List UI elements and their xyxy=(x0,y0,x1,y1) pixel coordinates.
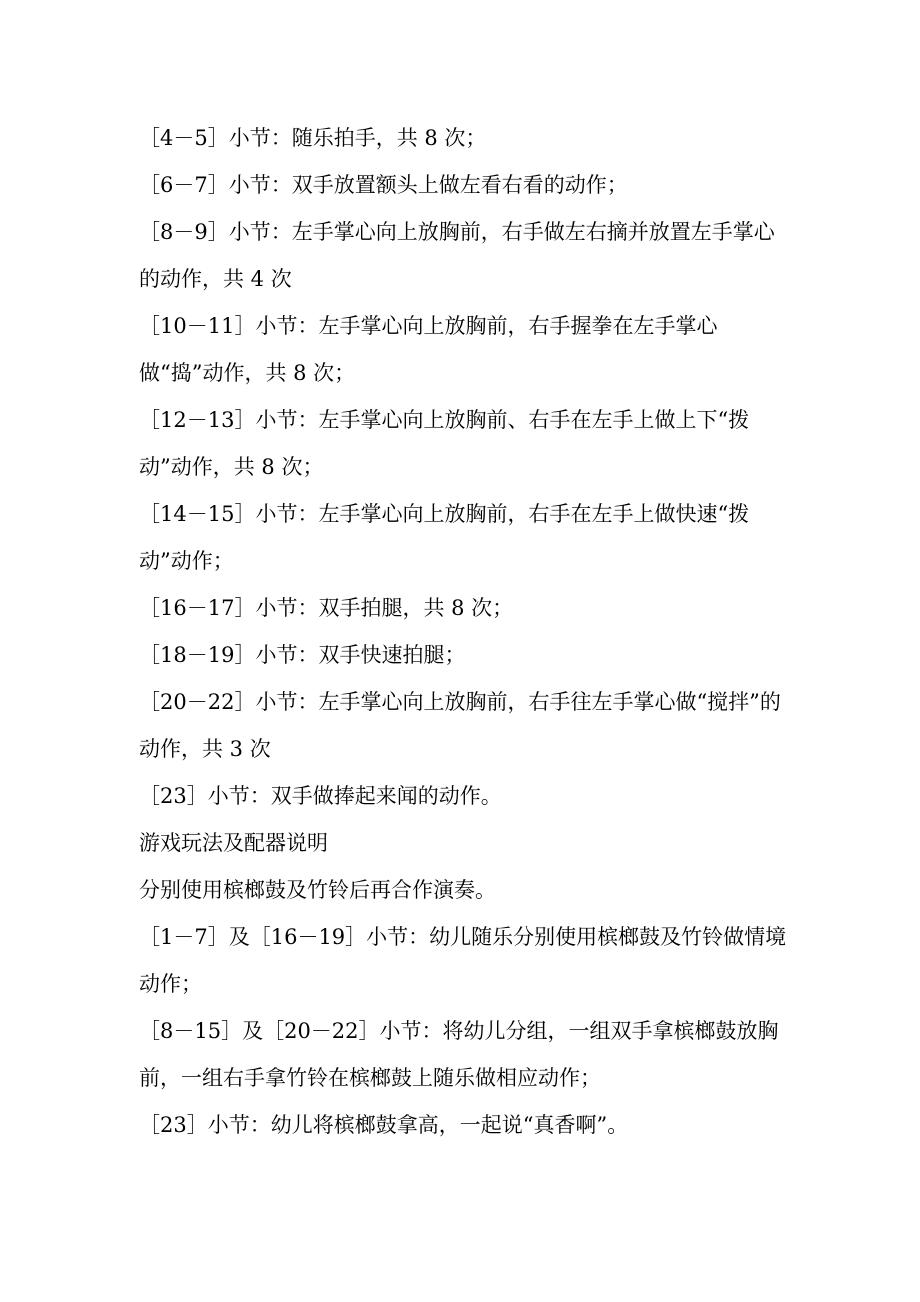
paragraph-play-1-7-16-19: ［1－7］及［16－19］小节：幼儿随乐分别使用槟榔鼓及竹铃做情境动作； xyxy=(139,925,787,996)
paragraph-bars-6-7: ［6－7］小节：双手放置额头上做左看右看的动作； xyxy=(139,173,628,197)
paragraph-bars-10-11: ［10－11］小节：左手掌心向上放胸前，右手握拳在左手掌心做“捣”动作，共 8 次； xyxy=(139,314,718,385)
paragraph-bar-23: ［23］小节：双手做捧起来闻的动作。 xyxy=(139,784,502,808)
paragraph-bars-14-15: ［14－15］小节：左手掌心向上放胸前，右手在左手上做快速“拨动”动作； xyxy=(139,502,750,573)
paragraph-play-8-15-20-22: ［8－15］及［20－22］小节：将幼儿分组，一组双手拿槟榔鼓放胸前，一组右手拿竹铃在槟榔鼓上随乐做相应动作； xyxy=(139,1019,779,1090)
paragraph-bars-8-9: ［8－9］小节：左手掌心向上放胸前，右手做左右摘并放置左手掌心的动作，共 4 次 xyxy=(139,220,775,291)
paragraph-bars-20-22: ［20－22］小节：左手掌心向上放胸前，右手往左手掌心做“搅拌”的动作，共 3 次 xyxy=(139,690,781,761)
section-heading: 游戏玩法及配器说明 xyxy=(139,831,328,855)
paragraph-bars-18-19: ［18－19］小节：双手快速拍腿； xyxy=(139,643,466,667)
paragraph-bars-12-13: ［12－13］小节：左手掌心向上放胸前、右手在左手上做上下“拨动”动作，共 8 次； xyxy=(139,408,750,479)
paragraph-bars-4-5: ［4－5］小节：随乐拍手，共 8 次； xyxy=(139,126,487,150)
document-page xyxy=(139,115,789,1149)
paragraph-play-23: ［23］小节：幼儿将槟榔鼓拿高，一起说“真香啊”。 xyxy=(139,1113,629,1137)
paragraph-intro: 分别使用槟榔鼓及竹铃后再合作演奏。 xyxy=(139,878,496,902)
paragraph-bars-16-17: ［16－17］小节：双手拍腿，共 8 次； xyxy=(139,596,514,620)
